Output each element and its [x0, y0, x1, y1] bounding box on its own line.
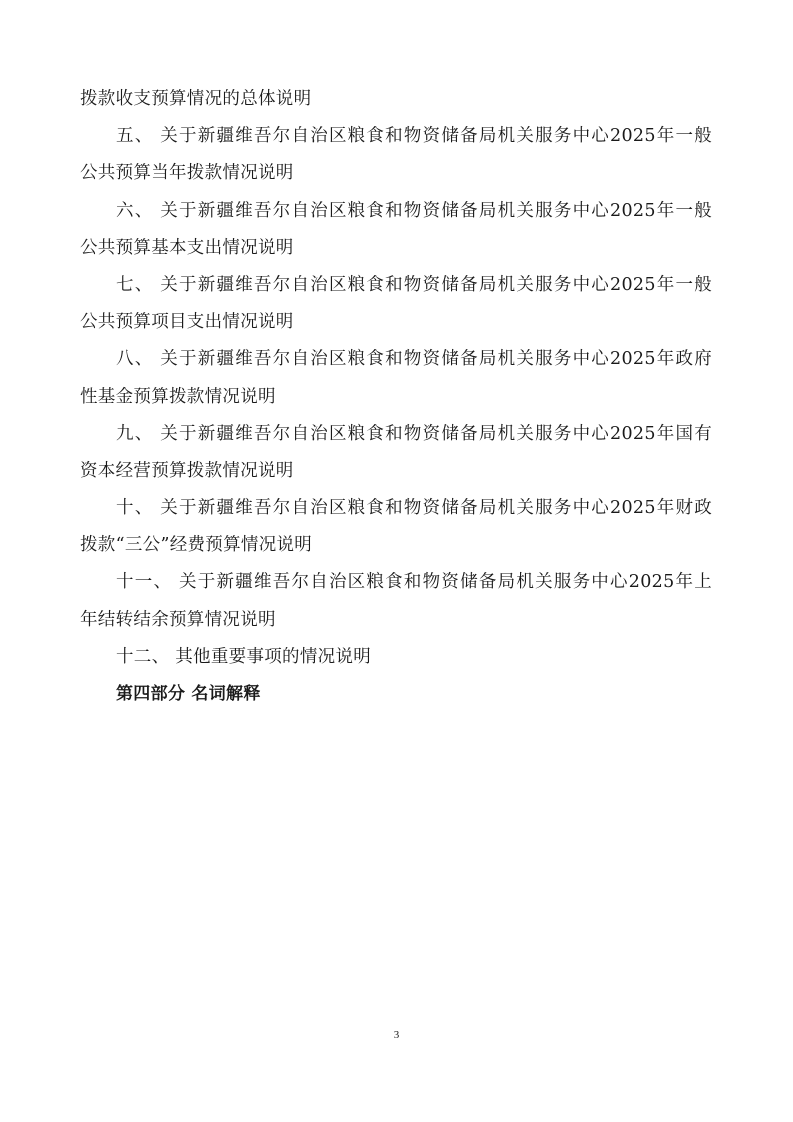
- text-line: 拨款“三公”经费预算情况说明: [80, 535, 313, 556]
- list-item-11: 十一、 关于新疆维吾尔自治区粮食和物资储备局机关服务中心2025年上: [116, 572, 712, 593]
- list-item-9: 九、 关于新疆维吾尔自治区粮食和物资储备局机关服务中心2025年国有: [116, 423, 712, 444]
- list-item-10: 十、 关于新疆维吾尔自治区粮食和物资储备局机关服务中心2025年财政: [116, 498, 712, 519]
- page-number: 3: [393, 1029, 400, 1041]
- text-line: 公共预算项目支出情况说明: [80, 312, 294, 333]
- text-line: 性基金预算拨款情况说明: [80, 386, 276, 407]
- list-item-8: 八、 关于新疆维吾尔自治区粮食和物资储备局机关服务中心2025年政府: [116, 349, 712, 370]
- text-line: 公共预算当年拨款情况说明: [80, 163, 294, 184]
- text-line: 拨款收支预算情况的总体说明: [80, 89, 312, 109]
- section-heading: 第四部分 名词解释: [116, 684, 261, 704]
- list-item-7: 七、 关于新疆维吾尔自治区粮食和物资储备局机关服务中心2025年一般: [116, 274, 712, 295]
- text-line: 资本经营预算拨款情况说明: [80, 460, 294, 481]
- text-line: 年结转结余预算情况说明: [80, 609, 276, 630]
- text-line: 公共预算基本支出情况说明: [80, 237, 294, 258]
- list-item-6: 六、 关于新疆维吾尔自治区粮食和物资储备局机关服务中心2025年一般: [116, 200, 712, 221]
- document-body: [80, 84, 712, 716]
- list-item-5: 五、 关于新疆维吾尔自治区粮食和物资储备局机关服务中心2025年一般: [116, 126, 712, 147]
- list-item-12: 十二、 其他重要事项的情况说明: [116, 646, 372, 667]
